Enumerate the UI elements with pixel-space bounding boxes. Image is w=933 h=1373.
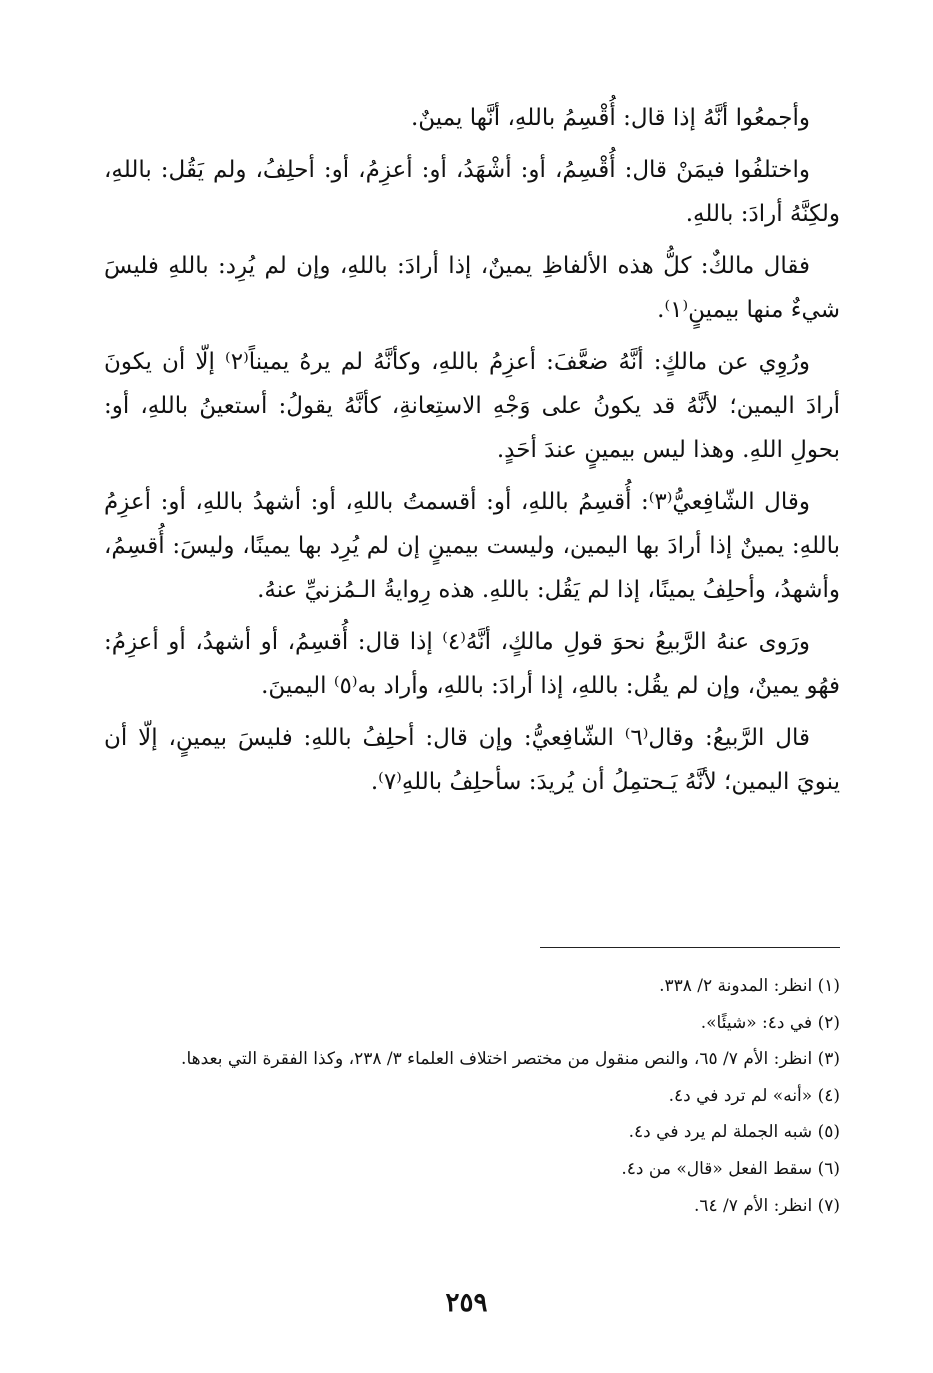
footnote-separator [540,947,840,948]
main-text [104,96,840,812]
paragraph-2: واختلفُوا فيمَنْ قال: أُقْسِمُ، أو: أشْهَدُ، أو: أعزِمُ، أو: أحلِفُ، ولم يَقُل: باللهِ، ولكِنَّهُ أرادَ: باللهِ. [104,157,840,227]
page-number: ٢٥٩ [445,1288,488,1318]
footnote-4: (٤) «أنه» لم ترد في د٤. [668,1085,840,1106]
footnote-5: (٥) شبه الجملة لم يرد في د٤. [628,1122,840,1143]
footnote-7: (٧) انظر: الأم ٧/ ٦٤. [693,1195,840,1216]
footnote-1: (١) انظر: المدونة ٢/ ٣٣٨. [659,976,840,996]
paragraph-5: وقال الشّافِعيُّ⁽٣⁾: أُقسِمُ باللهِ، أو: أقسمتُ باللهِ، أو: أشهدُ باللهِ، أو: أعزِمُ باللهِ: يمينٌ إذا أرادَ بها اليمين، وليست بيمينٍ إن لم يُرِد بها يمينًا، وليسَ: أُقسِمُ، وأشهدُ، وأحلِفُ يمينًا، إذا لم يَقُل: باللهِ. هذه رِوايةُ الـمُزنيِّ عنهُ. [104,489,840,603]
paragraph-4: ورُوِي عن مالكٍ: أنَّهُ ضعَّفَ: أعزِمُ باللهِ، وكأنَّهُ لم يرهُ يميناً⁽٢⁾ إلّا أن يكونَ أرادَ اليمين؛ لأنَّهُ قد يكونُ على وَجْهِ الاستِعانةِ، كأنَّهُ يقولُ: أستعينُ باللهِ، أو: بحولِ اللهِ. وهذا ليس بيمينٍ عندَ أحَدٍ. [104,349,840,463]
paragraph-7: قال الرَّبيعُ: وقال⁽٦⁾ الشّافِعيُّ: وإن قال: أحلِفُ باللهِ: فليسَ بيمينٍ، إلّا أن ينويَ اليمين؛ لأنَّهُ يَـحتمِلُ أن يُريدَ: سأحلِفُ باللهِ⁽٧⁾. [104,725,840,795]
paragraph-6: ورَوى عنهُ الرَّبيعُ نحوَ قولِ مالكٍ، أنَّهُ⁽٤⁾ إذا قال: أُقسِمُ، أو أشهدُ، أو أعزِمُ: فهُو يمينٌ، وإن لم يقُل: باللهِ، إذا أرادَ: باللهِ، وأراد به⁽٥⁾ اليمينَ. [104,629,840,699]
paragraph-1: وأجمعُوا أنَّهُ إذا قال: أُقْسِمُ باللهِ، أنَّها يمينٌ. [410,105,810,131]
footnote-6: (٦) سقط الفعل «قال» من د٤. [621,1158,840,1179]
footnote-2: (٢) في د٤: «شيئًا». [700,1012,840,1033]
footnote-3: (٣) انظر: الأم ٧/ ٦٥، والنص منقول من مختصر اختلاف العلماء ٣/ ٢٣٨، وكذا الفقرة التي بعدها. [181,1049,840,1070]
paragraph-3: فقال مالكٌ: كلُّ هذه الألفاظِ يمينٌ، إذا أرادَ: باللهِ، وإن لم يُرِد: باللهِ فليسَ شيءٌ منها بيمينٍ⁽١⁾. [104,253,840,323]
footnotes [104,968,840,1224]
